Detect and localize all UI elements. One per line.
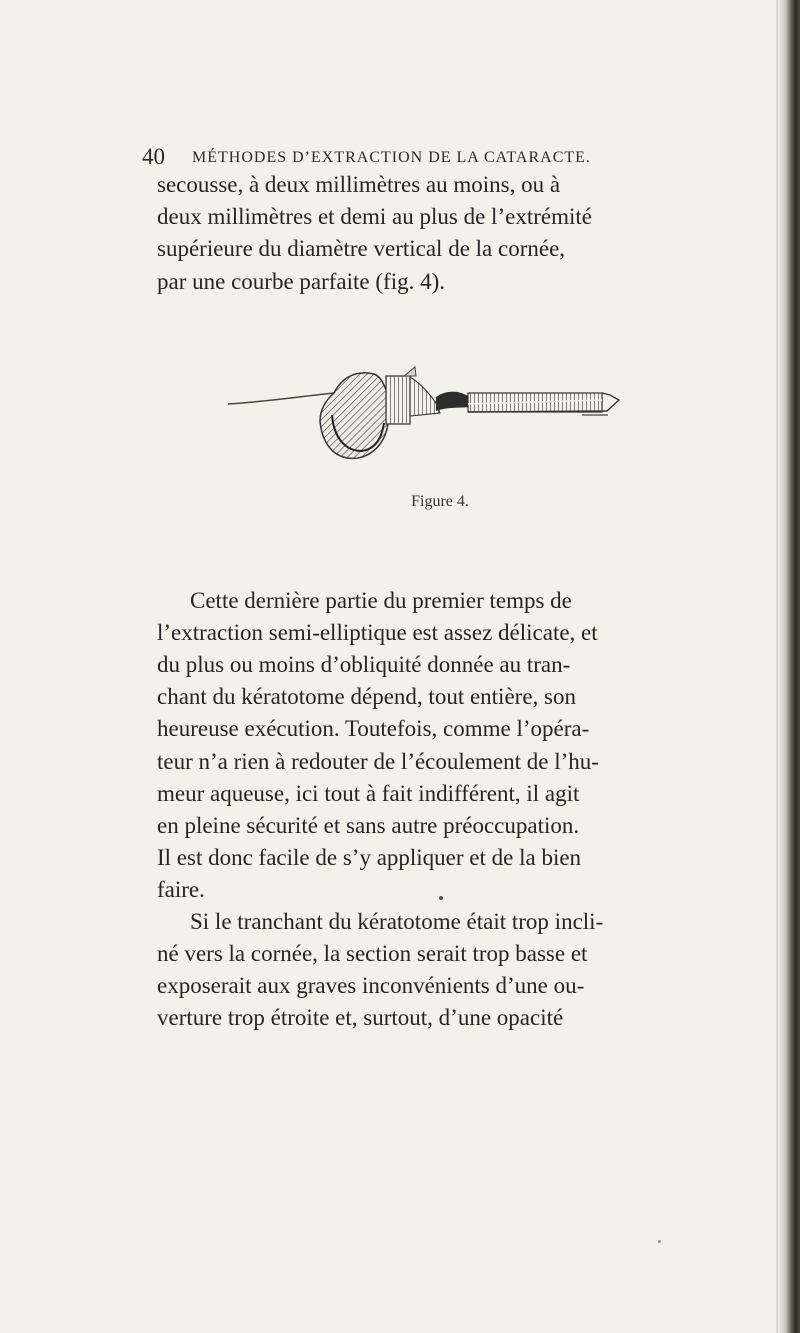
paragraph-2-line-6: teur n’a rien à redouter de l’écoulement de l’hu- bbox=[157, 749, 599, 774]
ink-speck bbox=[439, 896, 443, 900]
paragraph-2-line-4: chant du kératotome dépend, tout entière, son bbox=[157, 684, 576, 709]
page-number: 40 bbox=[142, 144, 165, 169]
paragraph-2-line-3: du plus ou moins d’obliquité donnée au tran- bbox=[157, 652, 571, 677]
keratotome-figure bbox=[222, 363, 630, 475]
paragraph-1-line-2: deux millimètres et demi au plus de l’extrémité bbox=[157, 204, 592, 229]
paragraph-3-line-2: né vers la cornée, la section serait trop basse et bbox=[157, 941, 588, 966]
ink-speck bbox=[658, 1240, 661, 1243]
paragraph-3-line-4: verture trop étroite et, surtout, d’une opacité bbox=[157, 1005, 564, 1030]
paragraph-2-line-8: en pleine sécurité et sans autre préoccupation. bbox=[157, 813, 580, 838]
paragraph-1-line-3: supérieure du diamètre vertical de la cornée, bbox=[157, 236, 566, 261]
paragraph-2-line-10: faire. bbox=[157, 877, 205, 902]
paragraph-1-line-1: secousse, à deux millimètres au moins, ou à bbox=[157, 172, 561, 197]
paragraph-2-line-7: meur aqueuse, ici tout à fait indifférent, il agit bbox=[157, 781, 580, 806]
paragraph-2-line-5: heureuse exécution. Toutefois, comme l’opéra- bbox=[157, 716, 590, 741]
page-edge-shadow bbox=[778, 0, 800, 1333]
figure-caption: Figure 4. bbox=[411, 493, 469, 510]
paragraph-3-line-3: exposerait aux graves inconvénients d’une ou- bbox=[157, 973, 585, 998]
paragraph-2-line-1: Cette dernière partie du premier temps de bbox=[190, 588, 572, 613]
paragraph-2-line-2: l’extraction semi-elliptique est assez délicate, et bbox=[157, 620, 598, 645]
paragraph-3-line-1: Si le tranchant du kératotome était trop incli- bbox=[190, 909, 604, 934]
paragraph-2-line-9: Il est donc facile de s’y appliquer et de la bien bbox=[157, 845, 582, 870]
paragraph-1-line-4: par une courbe parfaite (fig. 4). bbox=[157, 269, 445, 294]
running-title: MÉTHODES D’EXTRACTION DE LA CATARACTE. bbox=[192, 149, 591, 166]
